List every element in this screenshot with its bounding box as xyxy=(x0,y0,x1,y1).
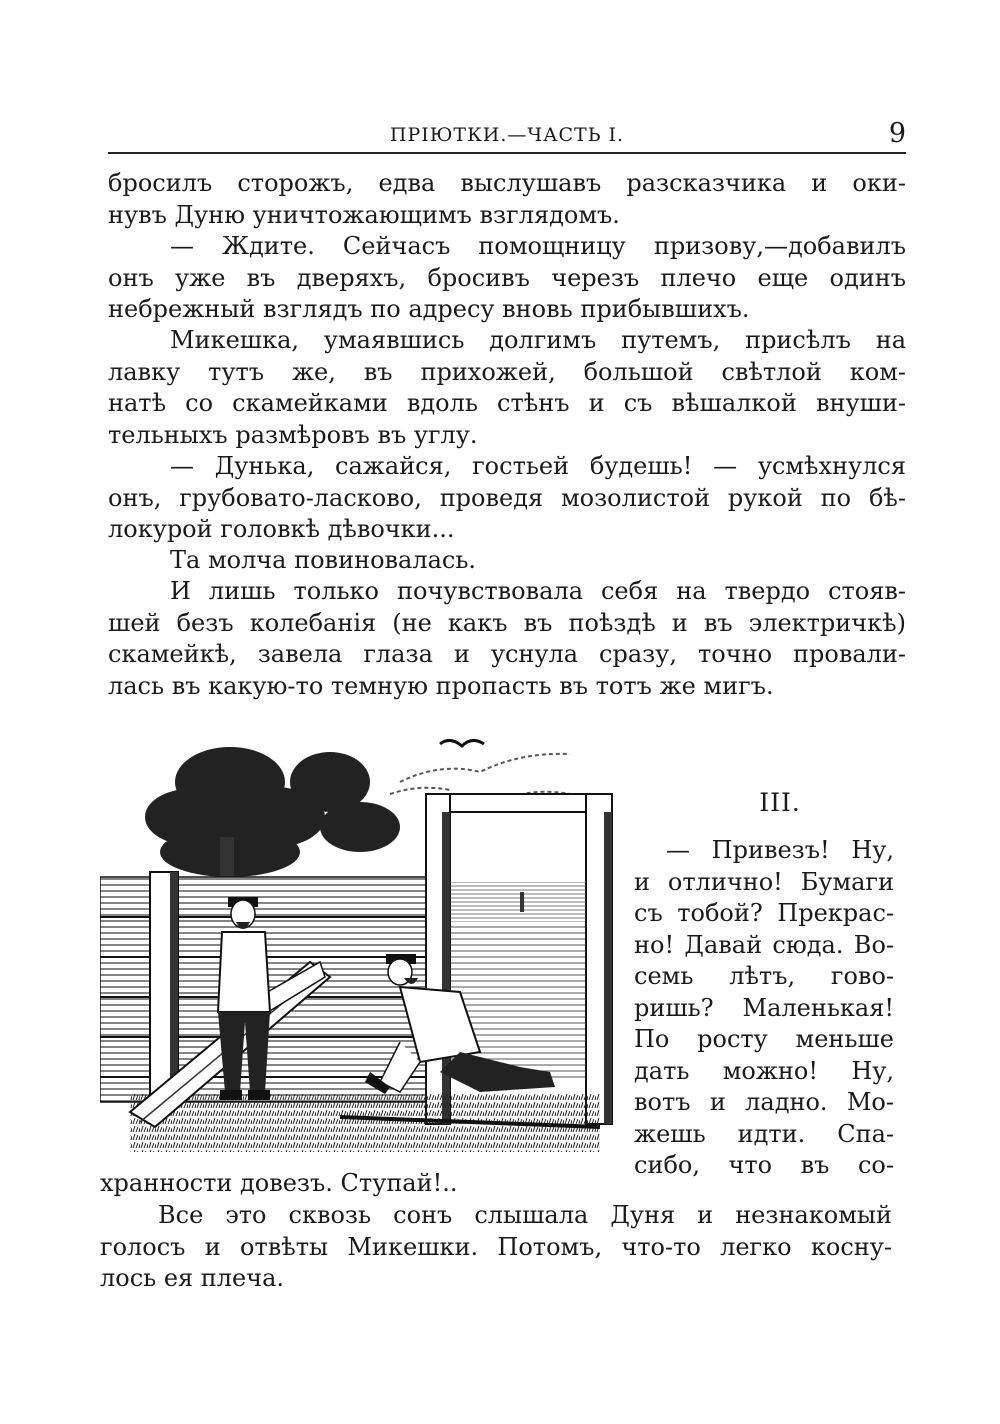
header-rule xyxy=(108,152,906,154)
text-line: съ тобой? Прекрас- xyxy=(634,899,894,927)
text-line: лась въ какую-то темную пропасть въ тотъ же мигъ. xyxy=(108,671,774,700)
page-number: 9 xyxy=(888,118,906,149)
text-line: дать можно! Ну, xyxy=(634,1056,894,1085)
text-line: тельныхъ размѣровъ въ углу. xyxy=(108,420,478,449)
text-line: И лишь только почувствовала себя на твердо стояв- xyxy=(170,577,906,605)
text-line: нувъ Дуню уничтожающимъ взглядомъ. xyxy=(108,200,620,229)
text-line: и отлично! Бумаги xyxy=(634,867,894,896)
paragraph-3 xyxy=(108,325,906,451)
text-line: Все это сквозь сонъ слышала Дуня и незнакомый xyxy=(158,1201,892,1229)
chapter-narrow-column xyxy=(634,835,894,1182)
running-head xyxy=(108,118,906,152)
text-line: но! Давай сюда. Во- xyxy=(634,930,894,959)
text-line: сибо, что въ со- xyxy=(634,1151,894,1179)
paragraph-2 xyxy=(108,231,906,326)
text-line: — Привезъ! Ну, xyxy=(666,836,894,864)
text-line: небрежный взглядъ по адресу вновь прибывшихъ. xyxy=(108,295,750,323)
text-line: онъ, грубовато-ласково, проведя мозолистой рукой по бѣ- xyxy=(108,483,906,512)
paragraph-6 xyxy=(108,576,906,702)
text-line: скамейкѣ, завела глаза и уснула сразу, точно провали- xyxy=(108,640,906,668)
text-line: жешь идти. Спа- xyxy=(634,1119,894,1148)
paragraph-continuation xyxy=(100,1168,900,1200)
bird-icon xyxy=(440,740,484,746)
text-line: Микешка, умаявшись долгимъ путемъ, присѣлъ на xyxy=(170,326,906,354)
paragraph-1 xyxy=(108,168,906,231)
text-line: онъ уже въ дверяхъ, бросивъ черезъ плечо еще одинъ xyxy=(108,263,906,292)
engraving-illustration xyxy=(100,732,618,1172)
ground xyxy=(130,1092,600,1152)
text-line: лось ея плеча. xyxy=(100,1264,285,1292)
text-line: локурой головкѣ дѣвочки... xyxy=(108,515,455,543)
text-line: ришь? Маленькая! xyxy=(634,993,894,1022)
text-line: голосъ и отвѣты Микешки. Потомъ, что-то легко косну- xyxy=(100,1232,892,1261)
text-line: Та молча повиновалась. xyxy=(170,546,477,574)
tree xyxy=(145,747,400,877)
running-title: ПРІЮТКИ.—ЧАСТЬ I. xyxy=(389,124,625,146)
text-line: вотъ и ладно. Мо- xyxy=(634,1088,894,1116)
text-line: лавку тутъ же, въ прихожей, большой свѣтлой ком- xyxy=(108,357,906,386)
text-line: — Ждите. Сейчасъ помощницу призову,—добавилъ xyxy=(170,232,906,260)
chapter-heading: III. xyxy=(759,788,801,817)
text-line: — Дунька, сажайся, гостьей будешь! — усмѣхнулся xyxy=(170,452,906,480)
paragraph-last xyxy=(100,1200,892,1295)
text-line: бросилъ сторожъ, едва выслушавъ разсказчика и оки- xyxy=(108,169,906,197)
gate-frame-top xyxy=(426,794,612,812)
text-line: семь лѣтъ, гово- xyxy=(634,962,894,990)
text-line: хранности довезъ. Ступай!.. xyxy=(100,1169,458,1197)
paragraph-5 xyxy=(170,545,906,577)
text-line: натѣ со скамейками вдоль стѣнъ и съ вѣшалкой внуши- xyxy=(108,389,906,417)
text-line: шей безъ колебанія (не какъ въ поѣздѣ и въ электричкѣ) xyxy=(108,608,906,637)
paragraph-4 xyxy=(108,451,906,546)
text-line: По росту меньше xyxy=(634,1025,894,1053)
